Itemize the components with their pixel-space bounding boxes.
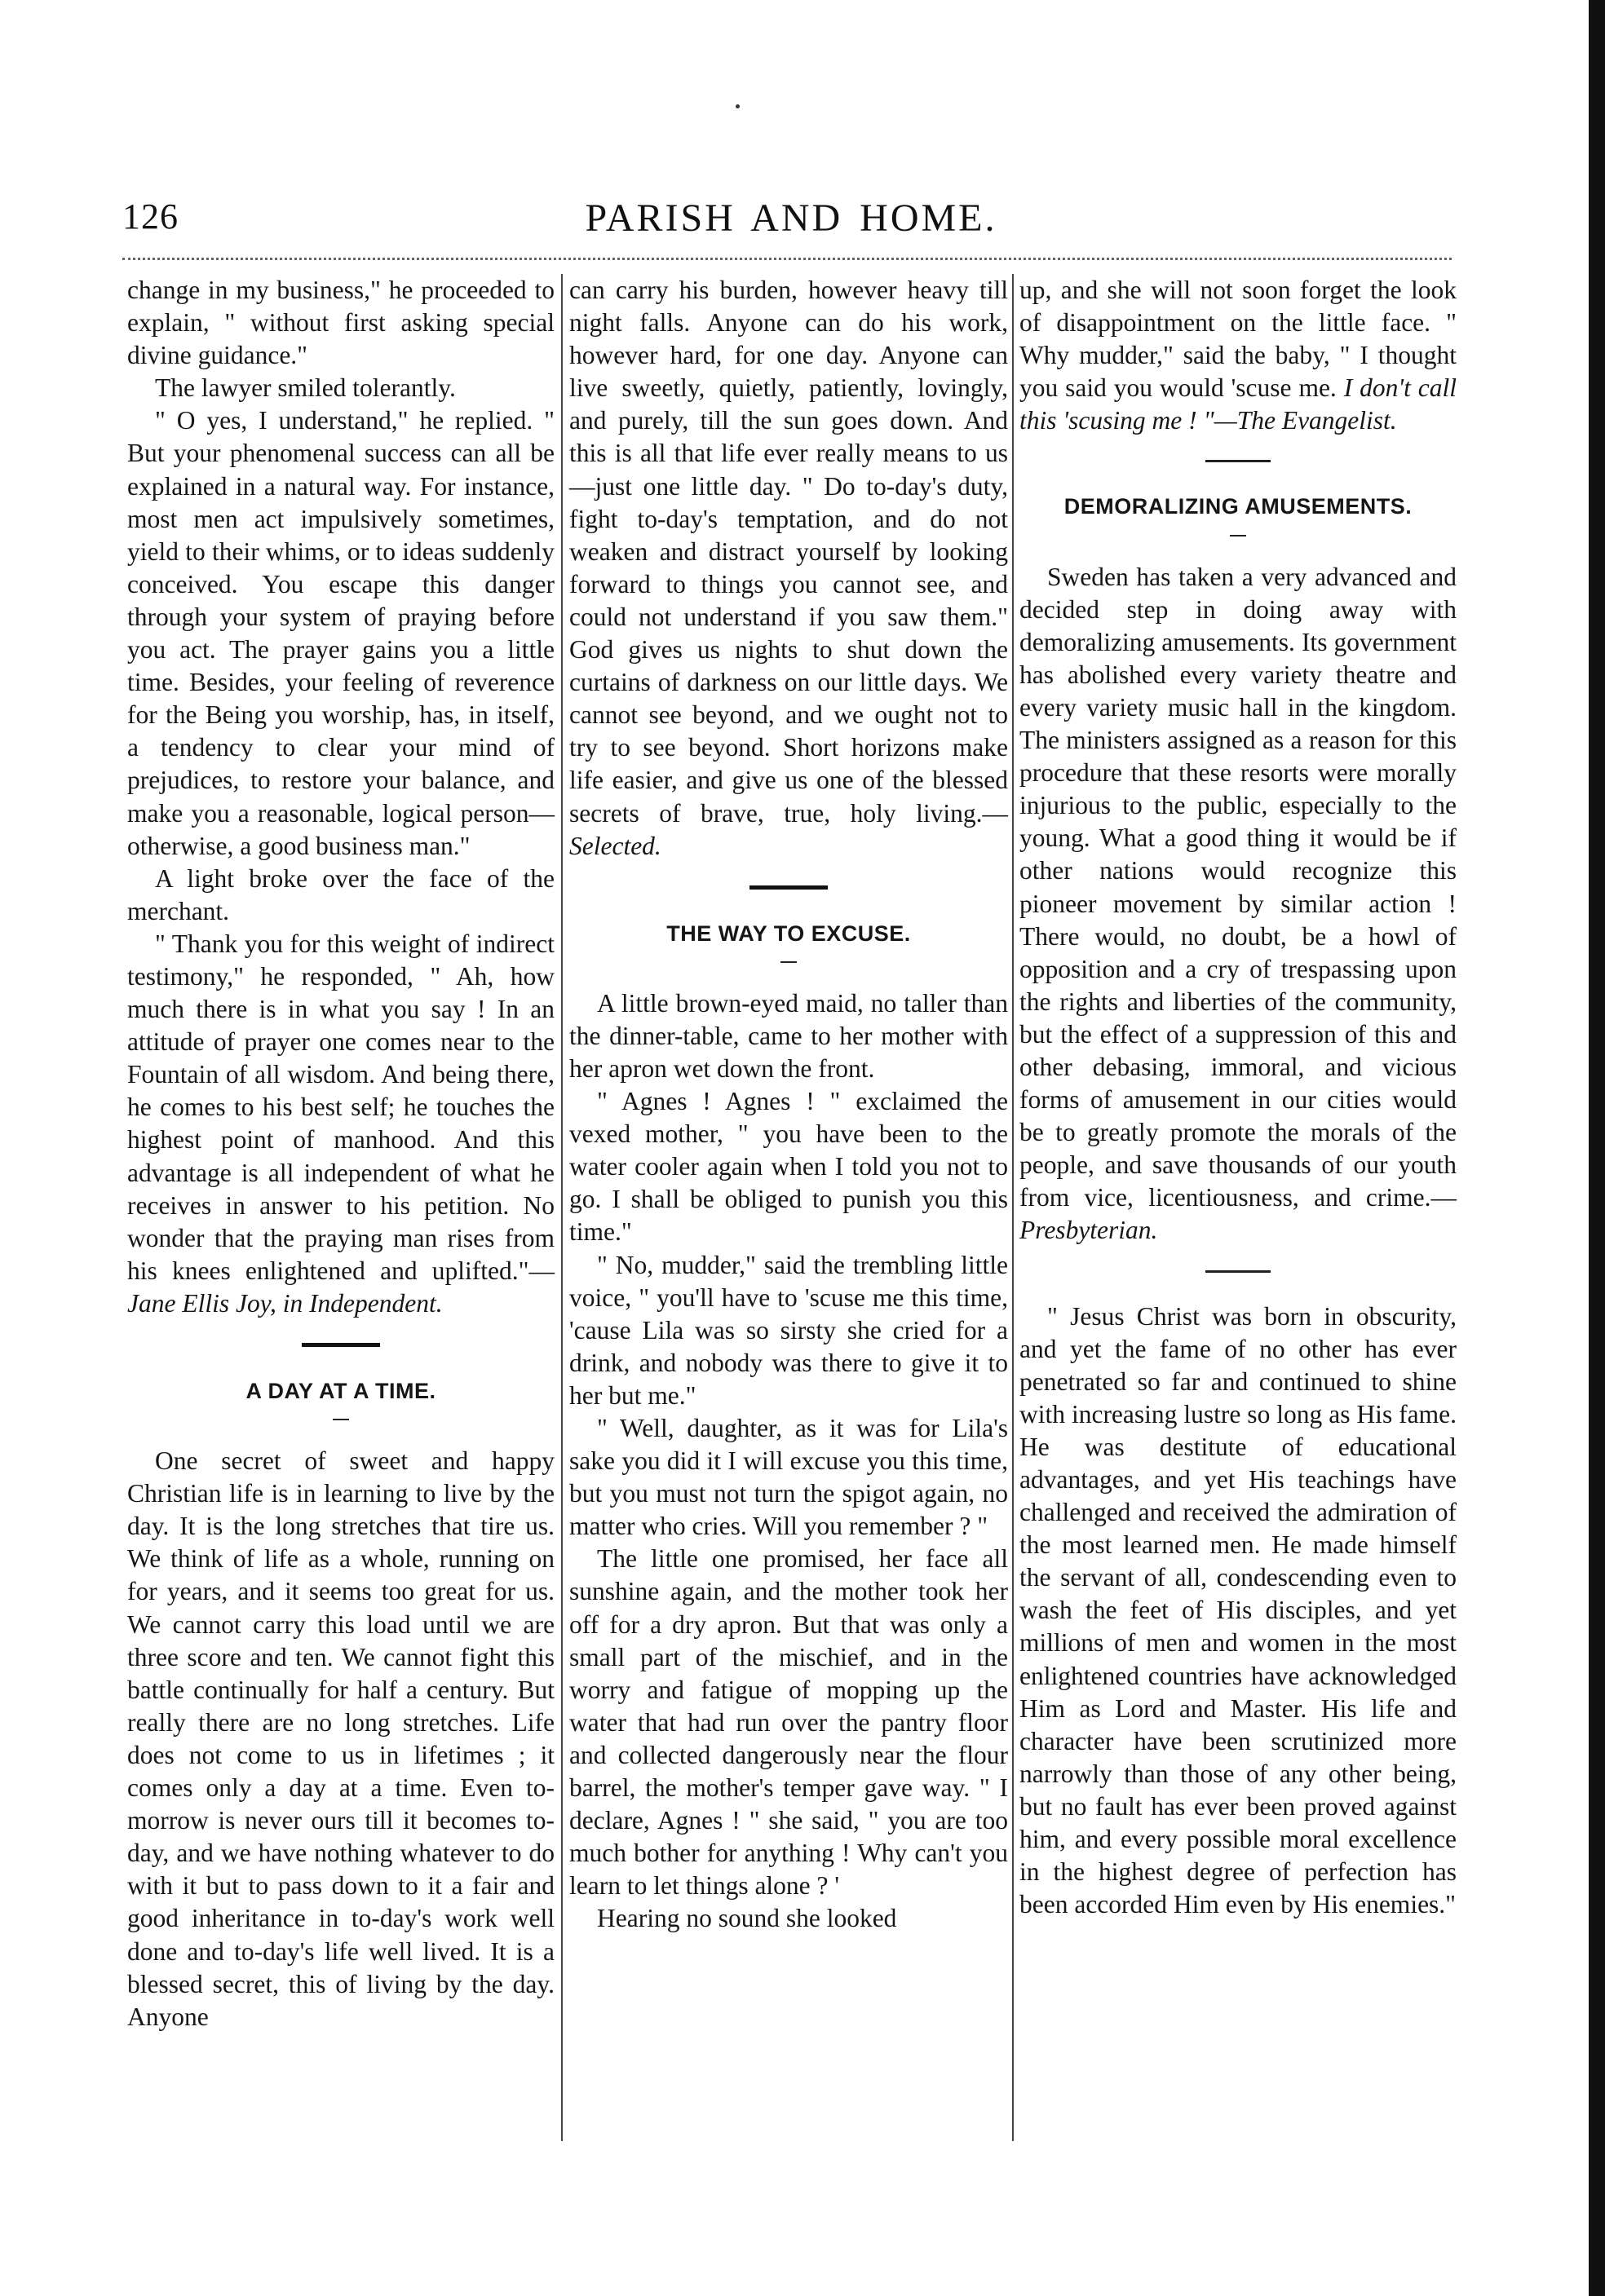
paragraph: A little brown-eyed maid, no taller than the dinner-table, came to her mother with her apron wet down the front. (569, 988, 1008, 1083)
paragraph: One secret of sweet and happy Christian life is in learning to live by the day. It is the long stretches that tire us. We think of life as a whole, running on for years, and it seems too great for us. We cannot carry this load until we are three score and ten. We cannot fight this battle continually for half a century. But really there are no long stretches. Life does not come to us in lifetimes ; it comes only a day at a time. Even to-morrow is never ours till it becomes to-day, and we have nothing whatever to do with it but to pass down to it a fair and good inheritance in to-day's work well done and to-day's life well lived. It is a blessed secret, this of living by the day. Anyone (127, 1446, 555, 2031)
paragraph: The little one promised, her face all sunshine again, and the mother took her off for a dry apron. But that was only a small part of the mischief, and in the worry and fatigue of mopping up the water that had run over the pantry floor and collected dangerously near the flour barrel, the mother's temper gave way. " I declare, Agnes ! " she said, " you are too much bother for anything ! Why can't you learn to let things alone ? ' (569, 1544, 1008, 1901)
attribution: I don't call this 'scusing me ! "—The Evangelist. (1019, 373, 1457, 435)
paragraph: " Agnes ! Agnes ! " exclaimed the vexed mother, " you have been to the water cooler again when I told you not to go. I shall be obliged to punish you this time." (569, 1087, 1008, 1247)
paragraph-text: up, and she will not soon forget the look of disappointment on the little face. " Why mudder," said the baby, " I thought you said you would 'scuse me. (1019, 276, 1457, 403)
paragraph (1019, 561, 1457, 1247)
paragraph: " Well, daughter, as it was for Lila's sake you did it I will excuse you this time, but you must not turn the spigot again, no matter who cries. Will you remember ? " (569, 1414, 1008, 1541)
article-heading: A DAY AT A TIME. (245, 1379, 436, 1403)
paragraph: A light broke over the face of the merchant. (127, 863, 555, 925)
article-heading: DEMORALIZING AMUSEMENTS. (1063, 494, 1413, 519)
article-heading: THE WAY TO EXCUSE. (666, 921, 911, 946)
paragraph (569, 274, 1008, 863)
paragraph-text: " Thank you for this weight of indirect testimony," he responded, " Ah, how much there is in what you say ! In an attitude of prayer one comes near to the Fountain of all wisdom. And being there, he comes to his best self; he touches the highest point of manhood. And this advantage is all independent of what he receives in answer to his petition. No wonder that the praying man rises from his knees enlightened and uplifted."— (127, 929, 555, 1285)
column-1 (127, 274, 555, 2033)
paragraph: Hearing no sound she looked (597, 1904, 897, 1933)
heading-dash (780, 961, 797, 963)
header-rule (122, 258, 1452, 260)
section-separator (749, 885, 828, 890)
column-divider (1012, 274, 1014, 2141)
paragraph: The lawyer smiled tolerantly. (155, 373, 456, 403)
paragraph: " O yes, I understand," he replied. " But your phenomenal success can all be explained in a natural way. For instance, most men act impulsively sometimes, yield to their whims, or to ideas suddenly conceived. You escape this danger through your system of praying before you act. The prayer gains you a little time. Besides, your feeling of reverence for the Being you worship, has, in itself, a tendency to clear your mind of prejudices, to restore your balance, and make you a reasonable, logical person—otherwise, a good business man." (127, 406, 555, 860)
section-separator (1205, 460, 1271, 462)
section-separator (302, 1343, 380, 1347)
column-2 (569, 274, 1008, 1936)
page-title: PARISH AND HOME. (585, 196, 997, 240)
paragraph-text: Sweden has taken a very advanced and decided step in doing away with demoralizing amusements. Its government has abolished every variety theatre and every variety music hall in the kingdom. The ministers assigned as a reason for this procedure that these resorts were morally injurious to the public, especially to the young. What a good thing it would be if other nations would recognize this pioneer movement by similar action ! There would, no doubt, be a howl of opposition and a cry of trespassing upon the rights and liberties of the community, but the effect of a suppression of this and other debasing, immoral, and vicious forms of amusement in our cities would be to greatly promote the morals of the people, and save thousands of our youth from vice, licentiousness, and crime.— (1019, 562, 1457, 1212)
page-header (122, 196, 1460, 245)
page-edge-shadow (1589, 0, 1605, 2296)
column-3 (1019, 274, 1457, 1921)
page-number: 126 (122, 196, 179, 236)
paragraph: " Jesus Christ was born in obscurity, and yet the fame of no other has ever penetrated so far and continued to shine with increasing lustre so long as His fame. He was destitute of educational advantages, and yet His teachings have challenged and received the admiration of the most learned men. He made himself the servant of all, condescending even to wash the feet of His disciples, and yet millions of men and women in the most enlightened countries have acknowledged Him as Lord and Master. His life and character have been scrutinized more narrowly than those of any other being, but no fault has ever been proved against him, and every possible moral excellence in the highest degree of perfection has been accorded Him even by His enemies." (1019, 1301, 1457, 1919)
paragraph (127, 928, 555, 1320)
paragraph: change in my business," he proceeded to explain, " without first asking special divine guidance." (127, 276, 555, 370)
attribution: Jane Ellis Joy, in Independent. (127, 1288, 443, 1318)
paragraph-text: can carry his burden, however heavy till night falls. Anyone can do his work, however hard, for one day. Anyone can live sweetly, quietly, patiently, lovingly, and purely, till the sun goes down. And this is all that life ever really means to us—just one little day. " Do to-day's duty, fight to-day's temptation, and do not weaken and distract yourself by looking forward to things you cannot see, and could not understand if you saw them." God gives us nights to shut down the curtains of darkness on our little days. We cannot see beyond, and we ought not to try to see beyond. Short horizons make life easier, and give us one of the blessed secrets of brave, true, holy living.— (569, 276, 1008, 828)
section-separator (1205, 1270, 1271, 1273)
heading-dash (333, 1419, 349, 1420)
heading-dash (1230, 535, 1246, 536)
ink-speck (736, 104, 740, 108)
attribution: Presbyterian. (1019, 1216, 1158, 1245)
paragraph (1019, 274, 1457, 437)
attribution: Selected. (569, 831, 661, 860)
paragraph: " No, mudder," said the trembling little voice, " you'll have to 'scuse me this time, 'cause Lila was so sirsty she cried for a drink, and nobody was there to give it to her but me." (569, 1250, 1008, 1410)
column-divider (561, 274, 563, 2141)
